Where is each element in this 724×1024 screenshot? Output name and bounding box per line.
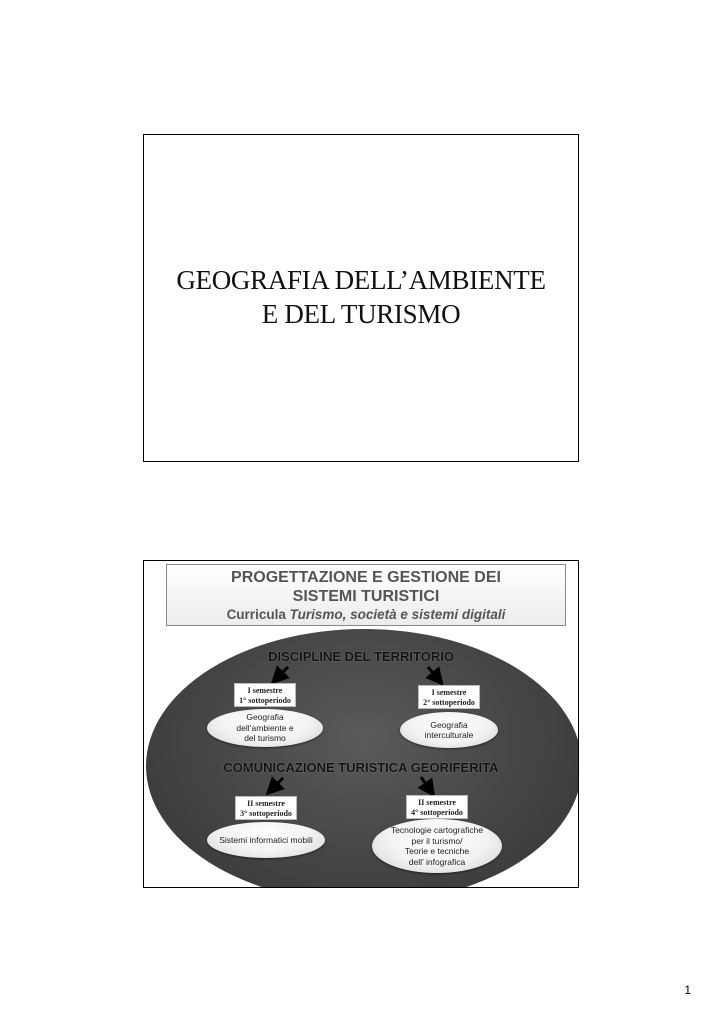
- header-line-1: PROGETTAZIONE E GESTIONE DEI: [231, 569, 501, 586]
- subtitle-prefix: Curricula: [226, 607, 286, 622]
- subtitle-curriculum: Turismo, società e sistemi digitali: [289, 607, 506, 622]
- slide-title: [144, 263, 578, 331]
- course-line: interculturale: [424, 730, 474, 740]
- period-label: 3° sottoperiodo: [240, 809, 292, 818]
- course-line: per il turismo/: [411, 835, 463, 846]
- course-line: Geografia: [246, 712, 284, 723]
- period-label: 2° sottoperiodo: [423, 698, 475, 707]
- arrow-4: [421, 777, 430, 790]
- course-line: Tecnologie cartografiche: [390, 825, 484, 835]
- semester-box-4: [406, 795, 468, 819]
- section-title-territorio: DISCIPLINE DEL TERRITORIO: [268, 649, 454, 664]
- semester-label: II semestre: [418, 798, 456, 807]
- semester-label: I semestre: [431, 688, 467, 697]
- course-line: Teorie e tecniche: [404, 846, 470, 856]
- page-number: 1: [684, 983, 691, 997]
- course-geografia-ambiente: [207, 709, 323, 747]
- course-line: Sistemi informatici mobili: [219, 834, 313, 845]
- curriculum-slide: [143, 560, 579, 888]
- course-line: del turismo: [244, 733, 286, 744]
- section-title-comunicazione: COMUNICAZIONE TURISTICA GEORIFERITA: [223, 760, 499, 775]
- arrow-1: [277, 667, 288, 678]
- course-line: Geografia: [430, 719, 468, 730]
- course-line: dell’ambiente e: [236, 722, 294, 733]
- semester-label: I semestre: [247, 686, 283, 695]
- semester-label: II semestre: [247, 799, 285, 808]
- slide-title-line-1: GEOGRAFIA DELL’AMBIENTE: [176, 265, 546, 295]
- arrow-2: [428, 667, 438, 679]
- course-tecnologie-cartografiche: [372, 819, 502, 873]
- arrow-3: [272, 778, 283, 789]
- period-label: 4° sottoperiodo: [411, 808, 463, 817]
- period-label: 1° sottoperiodo: [239, 696, 291, 705]
- semester-box-3: [235, 796, 297, 820]
- semester-box-1: [234, 683, 296, 707]
- course-geografia-interculturale: [400, 712, 498, 748]
- slide-title-line-2: E DEL TURISMO: [261, 299, 461, 329]
- course-line: dell’ infografica: [408, 856, 466, 867]
- header-line-2: SISTEMI TURISTICI: [292, 588, 440, 605]
- title-slide: [143, 134, 579, 462]
- course-sistemi-informatici: [207, 822, 325, 858]
- semester-box-2: [418, 685, 480, 709]
